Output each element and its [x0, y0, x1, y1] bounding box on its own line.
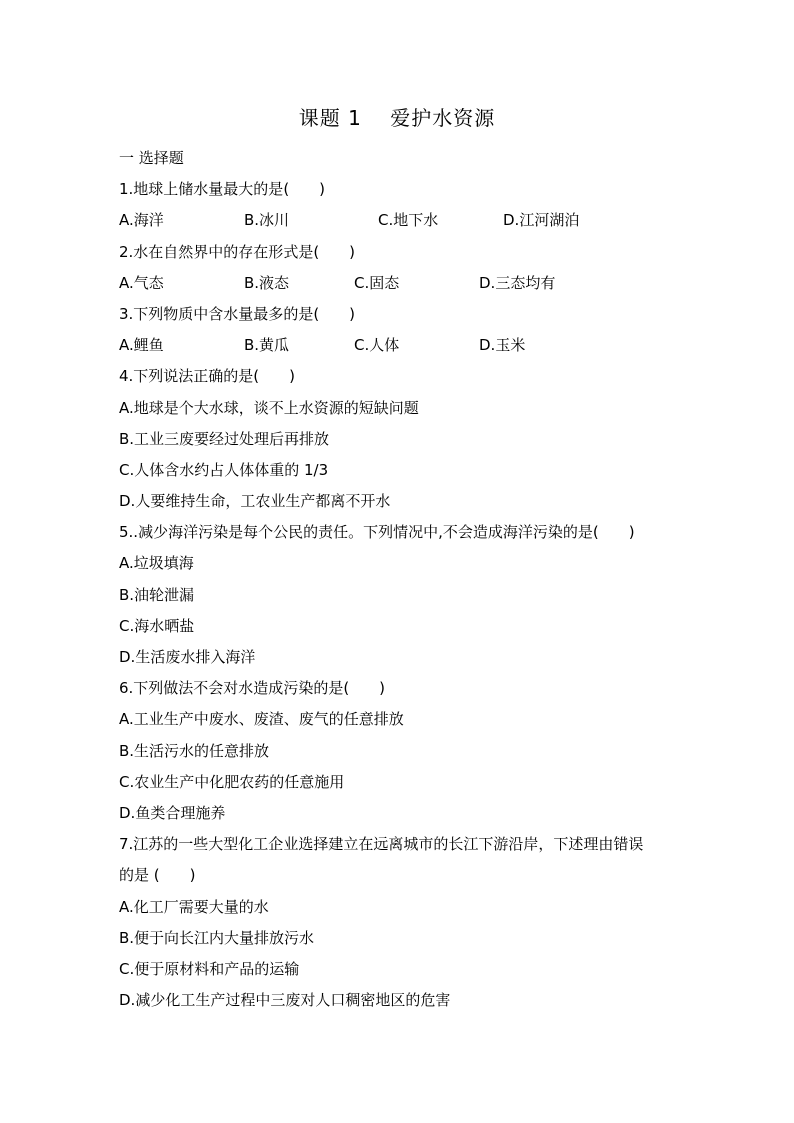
- option-c: C.固态: [354, 273, 400, 292]
- option-d: D.鱼类合理施养: [119, 803, 226, 822]
- option-a: A.工业生产中废水、废渣、废气的任意排放: [119, 710, 404, 729]
- option-b: B.液态: [244, 273, 290, 292]
- option-d: D.生活废水排入海洋: [119, 648, 256, 666]
- option-b: B.黄瓜: [244, 336, 290, 355]
- option-d: D.江河湖泊: [503, 211, 580, 230]
- question-list: [119, 143, 679, 1016]
- option-a: A.海洋: [119, 211, 164, 230]
- question-1-options: [119, 205, 679, 236]
- option-c: C.人体: [354, 336, 400, 355]
- option-c: C.农业生产中化肥农药的任意施用: [119, 772, 345, 791]
- option-b: B.便于向长江内大量排放污水: [119, 928, 315, 947]
- option-c: C.海水晒盐: [119, 616, 195, 635]
- question-3-options: [119, 330, 679, 361]
- option-b: B.冰川: [244, 211, 290, 230]
- option-b: B.生活污水的任意排放: [119, 741, 270, 760]
- option-d: D.人要维持生命，工农业生产都离不开水: [119, 492, 391, 511]
- option-c: C.人体含水约占人体体重的 1/3: [119, 460, 329, 479]
- question-1-stem: 1.地球上储水量最大的是( ): [119, 180, 326, 199]
- option-a: A.气态: [119, 273, 164, 292]
- question-7-stem-continued: 的是 ( ): [119, 866, 196, 885]
- option-a: A.垃圾填海: [119, 554, 194, 573]
- question-6-stem: 6.下列做法不会对水造成污染的是( ): [119, 679, 386, 698]
- question-3-stem: 3.下列物质中含水量最多的是( ): [119, 304, 356, 323]
- page-title: 课题 1 爱护水资源: [298, 106, 496, 130]
- question-2-stem: 2.水在自然界中的存在形式是( ): [119, 242, 356, 261]
- section-heading: 一 选择题: [119, 149, 184, 167]
- option-c: C.地下水: [378, 211, 439, 230]
- option-d: D.三态均有: [479, 273, 556, 292]
- option-c: C.便于原材料和产品的运输: [119, 959, 300, 978]
- option-a: A.化工厂需要大量的水: [119, 897, 269, 916]
- question-4-stem: 4.下列说法正确的是( ): [119, 367, 296, 386]
- option-d: D.减少化工生产过程中三废对人口稠密地区的危害: [119, 991, 451, 1010]
- option-b: B.油轮泄漏: [119, 585, 195, 604]
- question-5-stem: 5..减少海洋污染是每个公民的责任。下列情况中,不会造成海洋污染的是( ): [119, 523, 635, 542]
- question-7-stem: 7.江苏的一些大型化工企业选择建立在远离城市的长江下游沿岸，下述理由错误: [119, 835, 644, 854]
- option-a: A.鲤鱼: [119, 336, 164, 355]
- option-d: D.玉米: [479, 336, 526, 355]
- option-b: B.工业三废要经过处理后再排放: [119, 429, 330, 448]
- option-a: A.地球是个大水球，谈不上水资源的短缺问题: [119, 398, 419, 417]
- question-2-options: [119, 268, 679, 299]
